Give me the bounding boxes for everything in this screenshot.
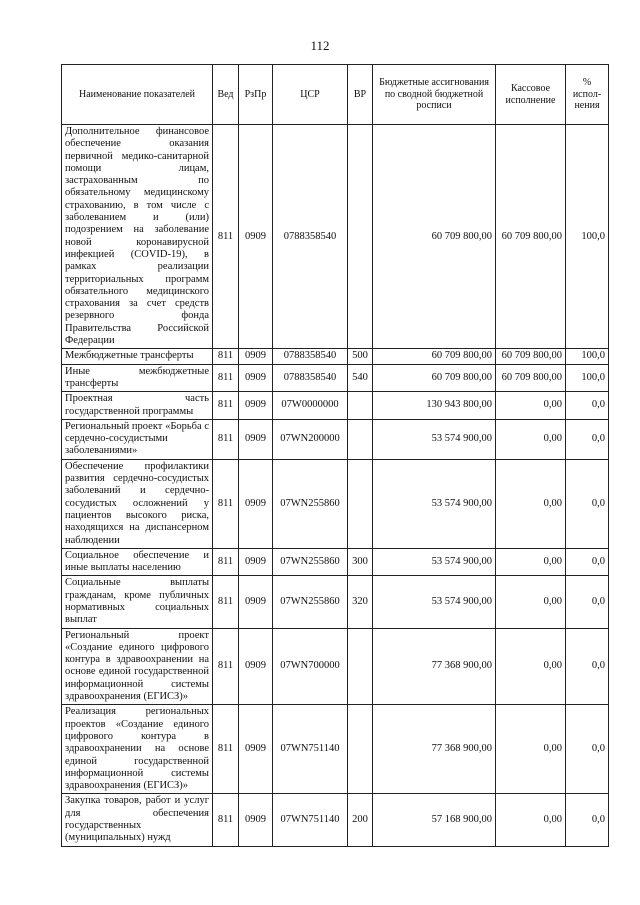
row-pct-cell: 0,0: [566, 419, 609, 459]
page-number: 112: [310, 38, 330, 53]
row-kass-cell: 60 709 800,00: [496, 125, 566, 349]
header-csr: ЦСР: [273, 65, 348, 125]
row-pct-cell: 0,0: [566, 705, 609, 794]
row-ved-cell: 811: [213, 459, 239, 548]
row-ved-cell: 811: [213, 628, 239, 705]
row-ved-cell: 811: [213, 705, 239, 794]
table-row: [62, 419, 609, 459]
row-kass-cell: 60 709 800,00: [496, 349, 566, 364]
row-rzpr-cell: 0909: [239, 349, 273, 364]
row-kass-cell: 0,00: [496, 576, 566, 628]
row-budget-cell: 57 168 900,00: [373, 794, 496, 846]
row-name-cell: Региональный проект «Создание единого цифрового контура в здравоохранении на основе единой государственной информационной системы здравоохранения (ЕГИСЗ)»: [62, 628, 213, 705]
table-row: [62, 794, 609, 846]
row-budget-cell: 53 574 900,00: [373, 576, 496, 628]
row-pct-cell: 0,0: [566, 576, 609, 628]
row-budget-cell: 53 574 900,00: [373, 548, 496, 576]
row-budget-cell: 77 368 900,00: [373, 705, 496, 794]
row-pct-cell: 0,0: [566, 392, 609, 420]
row-budget-cell: 53 574 900,00: [373, 459, 496, 548]
row-vr-cell: 500: [348, 349, 373, 364]
row-vr-cell: [348, 419, 373, 459]
row-budget-cell: 60 709 800,00: [373, 125, 496, 349]
row-rzpr-cell: 0909: [239, 364, 273, 392]
table-row: [62, 392, 609, 420]
row-rzpr-cell: 0909: [239, 628, 273, 705]
row-csr-cell: 07WN751140: [273, 794, 348, 846]
row-rzpr-cell: 0909: [239, 576, 273, 628]
table-row: [62, 459, 609, 548]
row-csr-cell: 07WN700000: [273, 628, 348, 705]
row-csr-cell: 07WN255860: [273, 576, 348, 628]
row-vr-cell: [348, 125, 373, 349]
header-vr: ВР: [348, 65, 373, 125]
row-vr-cell: 200: [348, 794, 373, 846]
table-row: [62, 628, 609, 705]
row-name-cell: Социальное обеспечение и иные выплаты населению: [62, 548, 213, 576]
row-name-cell: Региональный проект «Борьба с сердечно-сосудистыми заболеваниями»: [62, 419, 213, 459]
row-ved-cell: 811: [213, 392, 239, 420]
row-csr-cell: 07W0000000: [273, 392, 348, 420]
header-name: Наименование показателей: [62, 65, 213, 125]
row-rzpr-cell: 0909: [239, 419, 273, 459]
row-ved-cell: 811: [213, 794, 239, 846]
row-name-cell: Дополнительное финансовое обеспечение оказания первичной медико-санитарной помощи лицам, застрахованным по обязательному медицинскому страхованию, в том числе с заболеванием и (или) подозрением на заболевание новой коронавирусной инфекцией (COVID-19), в рамках реализации территориальных программ обязательного медицинского страхования за счет средств резервного фонда Правительства Российской Федерации: [62, 125, 213, 349]
row-name-cell: Проектная часть государственной программы: [62, 392, 213, 420]
row-pct-cell: 0,0: [566, 794, 609, 846]
table-row: [62, 576, 609, 628]
row-kass-cell: 0,00: [496, 628, 566, 705]
row-kass-cell: 0,00: [496, 548, 566, 576]
row-name-cell: Реализация региональных проектов «Создание единого цифрового контура в здравоохранении на основе единой государственной информационной системы здравоохранения (ЕГИСЗ)»: [62, 705, 213, 794]
row-vr-cell: [348, 392, 373, 420]
row-rzpr-cell: 0909: [239, 705, 273, 794]
row-rzpr-cell: 0909: [239, 548, 273, 576]
row-name-cell: Межбюджетные трансферты: [62, 349, 213, 364]
row-rzpr-cell: 0909: [239, 125, 273, 349]
row-csr-cell: 0788358540: [273, 125, 348, 349]
table-row: [62, 705, 609, 794]
row-vr-cell: 320: [348, 576, 373, 628]
row-name-cell: Обеспечение профилактики развития сердечно-сосудистых заболеваний и сердечно-сосудистых осложнений у пациентов высокого риска, находящихся на диспансерном наблюдении: [62, 459, 213, 548]
row-pct-cell: 0,0: [566, 628, 609, 705]
header-budget: Бюджетные ассигнования по сводной бюджетной росписи: [373, 65, 496, 125]
row-budget-cell: 60 709 800,00: [373, 349, 496, 364]
row-rzpr-cell: 0909: [239, 459, 273, 548]
row-name-cell: Социальные выплаты гражданам, кроме публичных нормативных социальных выплат: [62, 576, 213, 628]
row-vr-cell: [348, 628, 373, 705]
row-budget-cell: 130 943 800,00: [373, 392, 496, 420]
row-pct-cell: 0,0: [566, 459, 609, 548]
row-pct-cell: 100,0: [566, 364, 609, 392]
header-ved: Вед: [213, 65, 239, 125]
row-ved-cell: 811: [213, 576, 239, 628]
budget-execution-table: [61, 64, 609, 847]
row-vr-cell: 300: [348, 548, 373, 576]
row-pct-cell: 0,0: [566, 548, 609, 576]
row-pct-cell: 100,0: [566, 349, 609, 364]
row-ved-cell: 811: [213, 125, 239, 349]
row-csr-cell: 07WN255860: [273, 548, 348, 576]
row-csr-cell: 0788358540: [273, 349, 348, 364]
row-csr-cell: 07WN751140: [273, 705, 348, 794]
row-kass-cell: 0,00: [496, 705, 566, 794]
table-row: [62, 349, 609, 364]
row-ved-cell: 811: [213, 349, 239, 364]
row-vr-cell: [348, 459, 373, 548]
row-kass-cell: 0,00: [496, 794, 566, 846]
row-vr-cell: 540: [348, 364, 373, 392]
row-budget-cell: 53 574 900,00: [373, 419, 496, 459]
row-budget-cell: 60 709 800,00: [373, 364, 496, 392]
row-kass-cell: 0,00: [496, 419, 566, 459]
row-ved-cell: 811: [213, 419, 239, 459]
row-ved-cell: 811: [213, 364, 239, 392]
row-name-cell: Иные межбюджетные трансферты: [62, 364, 213, 392]
header-kass: Кассовое исполнение: [496, 65, 566, 125]
row-csr-cell: 07WN200000: [273, 419, 348, 459]
row-vr-cell: [348, 705, 373, 794]
table-row: [62, 364, 609, 392]
row-kass-cell: 60 709 800,00: [496, 364, 566, 392]
row-ved-cell: 811: [213, 548, 239, 576]
table-row: [62, 548, 609, 576]
row-rzpr-cell: 0909: [239, 392, 273, 420]
table-row: [62, 125, 609, 349]
row-kass-cell: 0,00: [496, 392, 566, 420]
table-header-row: [62, 65, 609, 125]
row-csr-cell: 0788358540: [273, 364, 348, 392]
header-rzpr: РзПр: [239, 65, 273, 125]
row-budget-cell: 77 368 900,00: [373, 628, 496, 705]
row-rzpr-cell: 0909: [239, 794, 273, 846]
row-name-cell: Закупка товаров, работ и услуг для обеспечения государственных (муниципальных) нужд: [62, 794, 213, 846]
row-pct-cell: 100,0: [566, 125, 609, 349]
header-pct: % испол-нения: [566, 65, 609, 125]
row-csr-cell: 07WN255860: [273, 459, 348, 548]
row-kass-cell: 0,00: [496, 459, 566, 548]
